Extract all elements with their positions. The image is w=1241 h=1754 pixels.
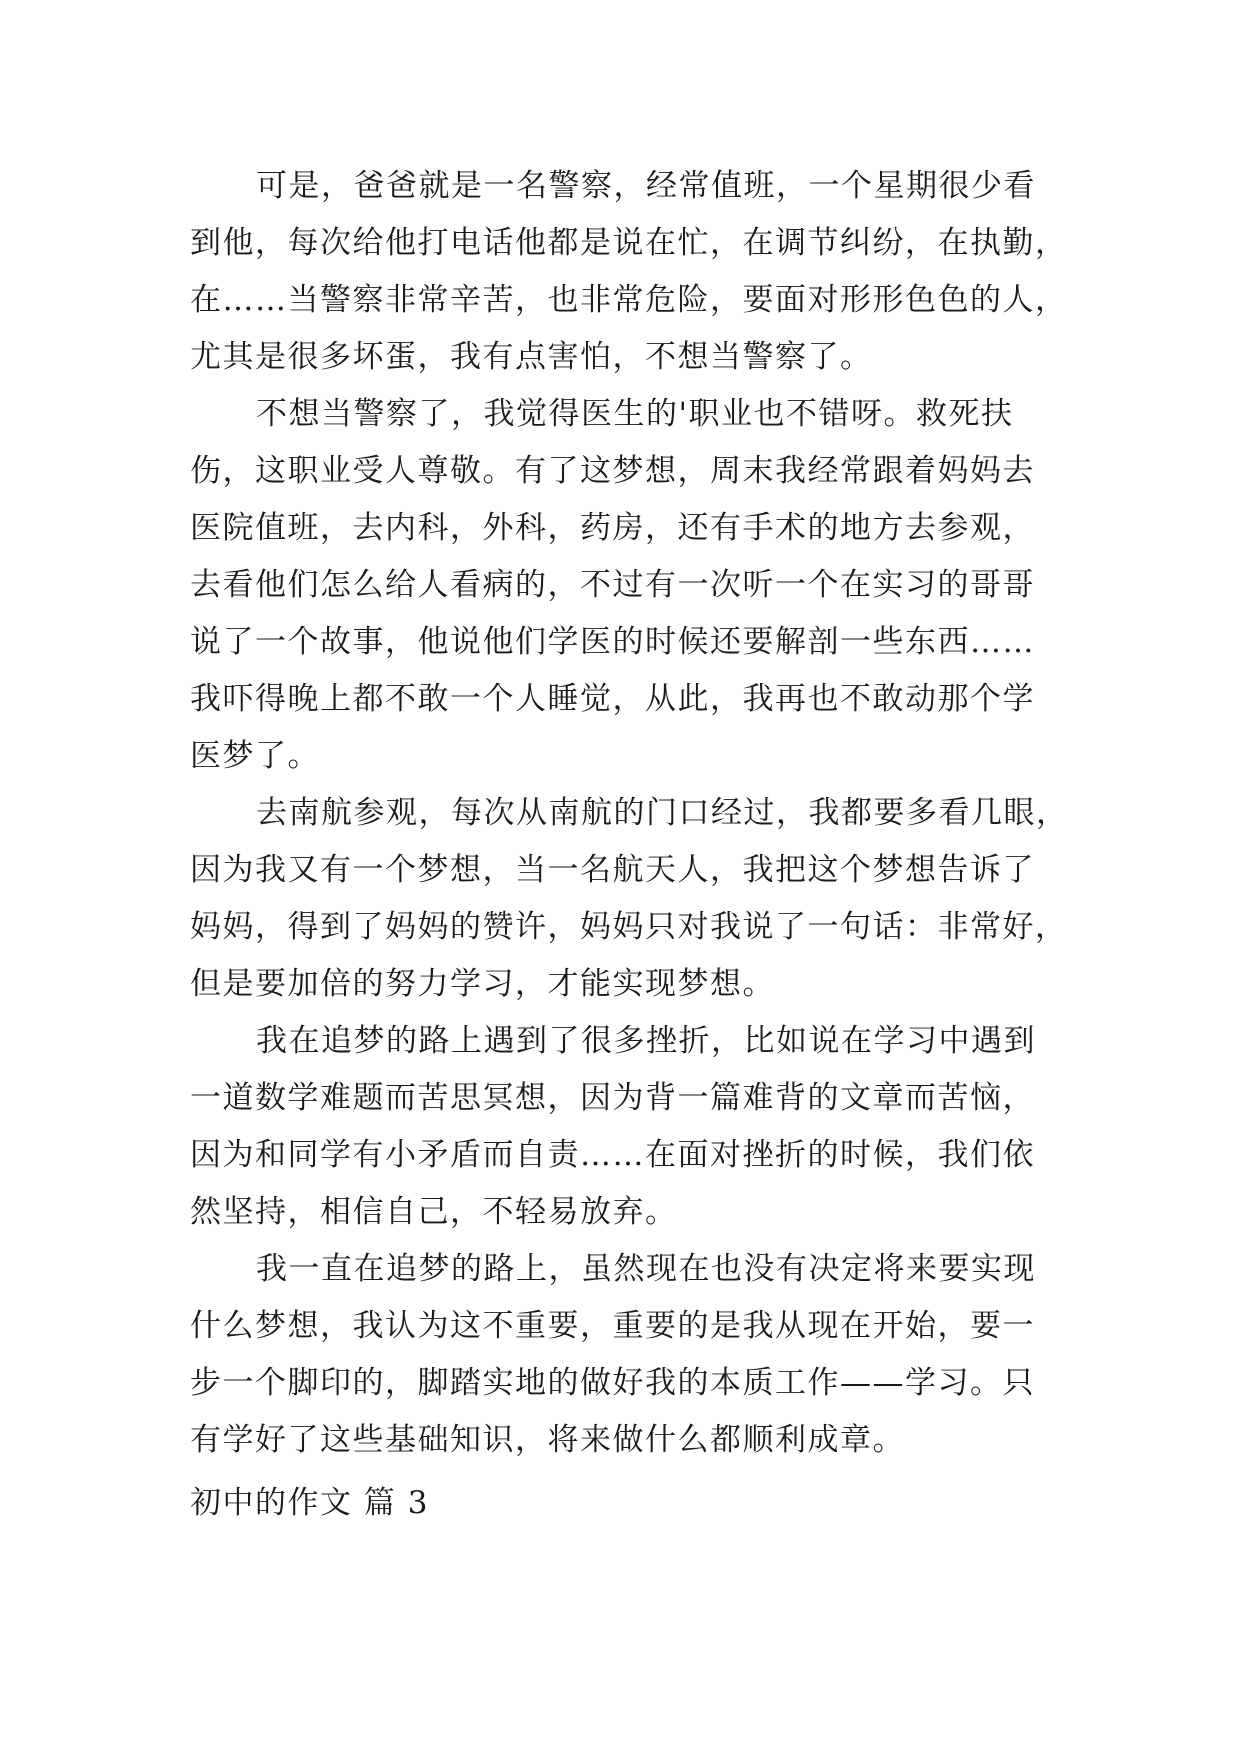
paragraph-line: 尤其是很多坏蛋，我有点害怕，不想当警察了。 bbox=[190, 339, 873, 375]
paragraph-line: 有学好了这些基础知识，将来做什么都顺利成章。 bbox=[190, 1422, 905, 1458]
paragraph-line: 因为我又有一个梦想，当一名航天人，我把这个梦想告诉了 bbox=[190, 852, 1035, 888]
paragraph-line: 我在追梦的路上遇到了很多挫折，比如说在学习中遇到 bbox=[256, 1023, 1036, 1059]
paragraph-line: 因为和同学有小矛盾而自责……在面对挫折的时候，我们依 bbox=[190, 1137, 1035, 1173]
paragraph-line: 不想当警察了，我觉得医生的'职业也不错呀。救死扶 bbox=[256, 396, 1014, 432]
paragraph-line: 我一直在追梦的路上，虽然现在也没有决定将来要实现 bbox=[256, 1251, 1036, 1287]
paragraph-line: 说了一个故事，他说他们学医的时候还要解剖一些东西…… bbox=[190, 624, 1035, 660]
paragraph-line: 可是，爸爸就是一名警察，经常值班，一个星期很少看 bbox=[256, 168, 1036, 204]
paragraph-line: 去看他们怎么给人看病的，不过有一次听一个在实习的哥哥 bbox=[190, 567, 1035, 603]
paragraph-line: 去南航参观，每次从南航的门口经过，我都要多看几眼， bbox=[256, 795, 1069, 831]
paragraph-line: 到他，每次给他打电话他都是说在忙，在调节纠纷，在执勤， bbox=[190, 225, 1068, 261]
paragraph-line: 妈妈，得到了妈妈的赞许，妈妈只对我说了一句话：非常好， bbox=[190, 909, 1068, 945]
paragraph-line: 我吓得晚上都不敢一个人睡觉，从此，我再也不敢动那个学 bbox=[190, 681, 1035, 717]
paragraph-line: 在……当警察非常辛苦，也非常危险，要面对形形色色的人， bbox=[190, 282, 1068, 318]
paragraph-line: 什么梦想，我认为这不重要，重要的是我从现在开始，要一 bbox=[190, 1308, 1035, 1344]
paragraph-line: 伤，这职业受人尊敬。有了这梦想，周末我经常跟着妈妈去 bbox=[190, 453, 1035, 489]
section-heading: 初中的作文 篇 3 bbox=[190, 1485, 429, 1521]
paragraph-line: 步一个脚印的，脚踏实地的做好我的本质工作——学习。只 bbox=[190, 1365, 1035, 1401]
paragraph-line: 然坚持，相信自己，不轻易放弃。 bbox=[190, 1194, 678, 1230]
paragraph-line: 医院值班，去内科，外科，药房，还有手术的地方去参观， bbox=[190, 510, 1035, 546]
paragraph-line: 但是要加倍的努力学习，才能实现梦想。 bbox=[190, 966, 775, 1002]
paragraph-line: 一道数学难题而苦思冥想，因为背一篇难背的文章而苦恼， bbox=[190, 1080, 1035, 1116]
paragraph-line: 医梦了。 bbox=[190, 738, 320, 774]
essay-body bbox=[190, 158, 1069, 1532]
